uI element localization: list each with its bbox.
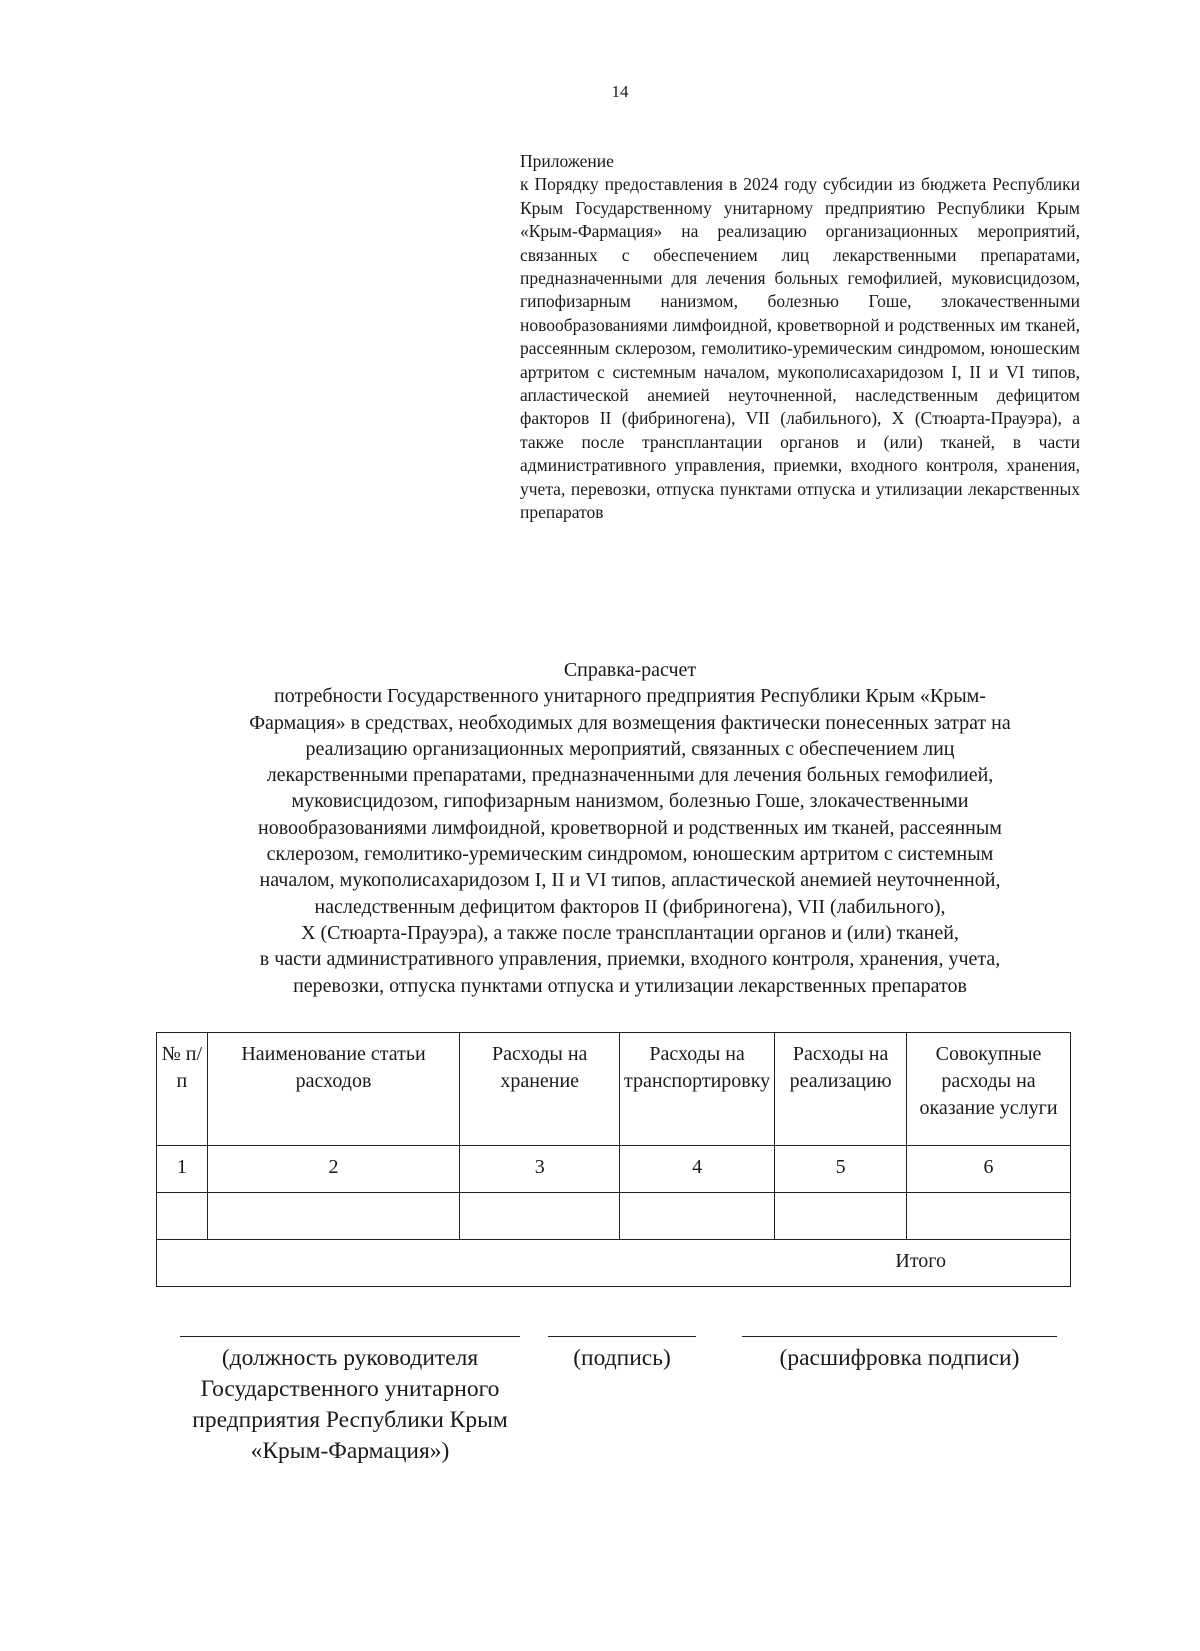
signature-line bbox=[742, 1336, 1057, 1337]
column-number: 1 bbox=[157, 1146, 208, 1193]
column-number: 2 bbox=[207, 1146, 460, 1193]
page-number: 14 bbox=[611, 82, 629, 101]
signature-caption: (подпись) bbox=[573, 1345, 671, 1371]
heading-line: склерозом, гемолитико-уремическим синдромом, юношеским артритом с системным bbox=[266, 843, 994, 866]
empty-cell bbox=[907, 1193, 1071, 1240]
empty-cell bbox=[157, 1193, 208, 1240]
header-cell-total-costs: Совокупные расходы на оказание услуги bbox=[907, 1033, 1071, 1146]
heading-line: муковисцидозом, гипофизарным нанизмом, болезнью Гоше, злокачественными bbox=[291, 790, 969, 813]
header-cell-storage: Расходы на хранение bbox=[460, 1033, 620, 1146]
total-label: Итого bbox=[157, 1240, 1071, 1287]
empty-cell bbox=[775, 1193, 907, 1240]
header-cell-sales: Расходы на реализацию bbox=[775, 1033, 907, 1146]
empty-cell bbox=[460, 1193, 620, 1240]
signature-line bbox=[548, 1336, 696, 1337]
table-header-row bbox=[157, 1033, 1071, 1146]
heading-line: X (Стюарта-Прауэра), а также после трансплантации органов и (или) тканей, bbox=[301, 921, 959, 944]
table-row bbox=[157, 1193, 1071, 1240]
heading-line: потребности Государственного унитарного предприятия Республики Крым «Крым- bbox=[274, 685, 986, 708]
heading-line: Фармация» в средствах, необходимых для возмещения фактически понесенных затрат на bbox=[249, 711, 1011, 734]
header-cell-item-name: Наименование статьи расходов bbox=[207, 1033, 460, 1146]
heading-line: в части административного управления, приемки, входного контроля, хранения, учета, bbox=[259, 948, 1001, 971]
heading-line: началом, мукополисахаридозом I, II и VI типов, апластической анемией неуточненной, bbox=[259, 869, 1001, 892]
signature-decoding-block bbox=[742, 1336, 1057, 1374]
heading-line: лекарственными препаратами, предназначенными для лечения больных гемофилией, bbox=[266, 764, 994, 787]
appendix-body: к Порядку предоставления в 2024 году субсидии из бюджета Республики Крым Государственному унитарному предприятию Республики Крым «Крым-Фармация» на реализацию организационных мероприятий, связанных с обеспечением лиц лекарственными препаратами, предназначенными для лечения больных гемофилией, муковисцидозом, гипофизарным нанизмом, болезнью Гоше, злокачественными новообразованиями лимфоидной, кроветворной и родственных им тканей, рассеянным склерозом, гемолитико-уремическим синдромом, юношеским артритом с системным началом, мукополисахаридозом I, II и VI типов, апластической анемией неуточненной, наследственным дефицитом факторов II (фибриногена), VII (лабильного), X (Стюарта-Прауэра), а также после трансплантации органов и (или) тканей, в части административного управления, приемки, входного контроля, хранения, учета, перевозки, отпуска пунктами отпуска и утилизации лекарственных препаратов bbox=[520, 174, 1080, 523]
heading-line: наследственным дефицитом факторов II (фибриногена), VII (лабильного), bbox=[314, 895, 946, 918]
heading-line: реализацию организационных мероприятий, связанных с обеспечением лиц bbox=[305, 737, 955, 760]
heading-line: новообразованиями лимфоидной, кроветворной и родственных им тканей, рассеянным bbox=[258, 816, 1002, 839]
column-number: 4 bbox=[619, 1146, 774, 1193]
position-caption: (должность руководителя Государственного унитарного предприятия Республики Крым «Крым-Фармация») bbox=[192, 1345, 508, 1464]
column-number: 5 bbox=[775, 1146, 907, 1193]
empty-cell bbox=[207, 1193, 460, 1240]
total-row bbox=[157, 1240, 1071, 1287]
heading-line: перевозки, отпуска пунктами отпуска и утилизации лекарственных препаратов bbox=[293, 974, 967, 997]
column-number: 3 bbox=[460, 1146, 620, 1193]
signature-block bbox=[548, 1336, 696, 1374]
column-number-row bbox=[157, 1146, 1071, 1193]
heading-title: Справка-расчет bbox=[563, 659, 697, 681]
empty-cell bbox=[619, 1193, 774, 1240]
column-number: 6 bbox=[907, 1146, 1071, 1193]
cost-table bbox=[156, 1032, 1071, 1287]
header-cell-number: № п/п bbox=[157, 1033, 208, 1146]
header-cell-transport: Расходы на транспортировку bbox=[619, 1033, 774, 1146]
document-heading bbox=[170, 657, 1090, 999]
signature-decoding-caption: (расшифровка подписи) bbox=[779, 1345, 1020, 1371]
signature-line bbox=[180, 1336, 520, 1337]
appendix-block bbox=[520, 150, 1080, 525]
appendix-title: Приложение bbox=[520, 151, 614, 171]
signature-position-block bbox=[160, 1336, 540, 1467]
